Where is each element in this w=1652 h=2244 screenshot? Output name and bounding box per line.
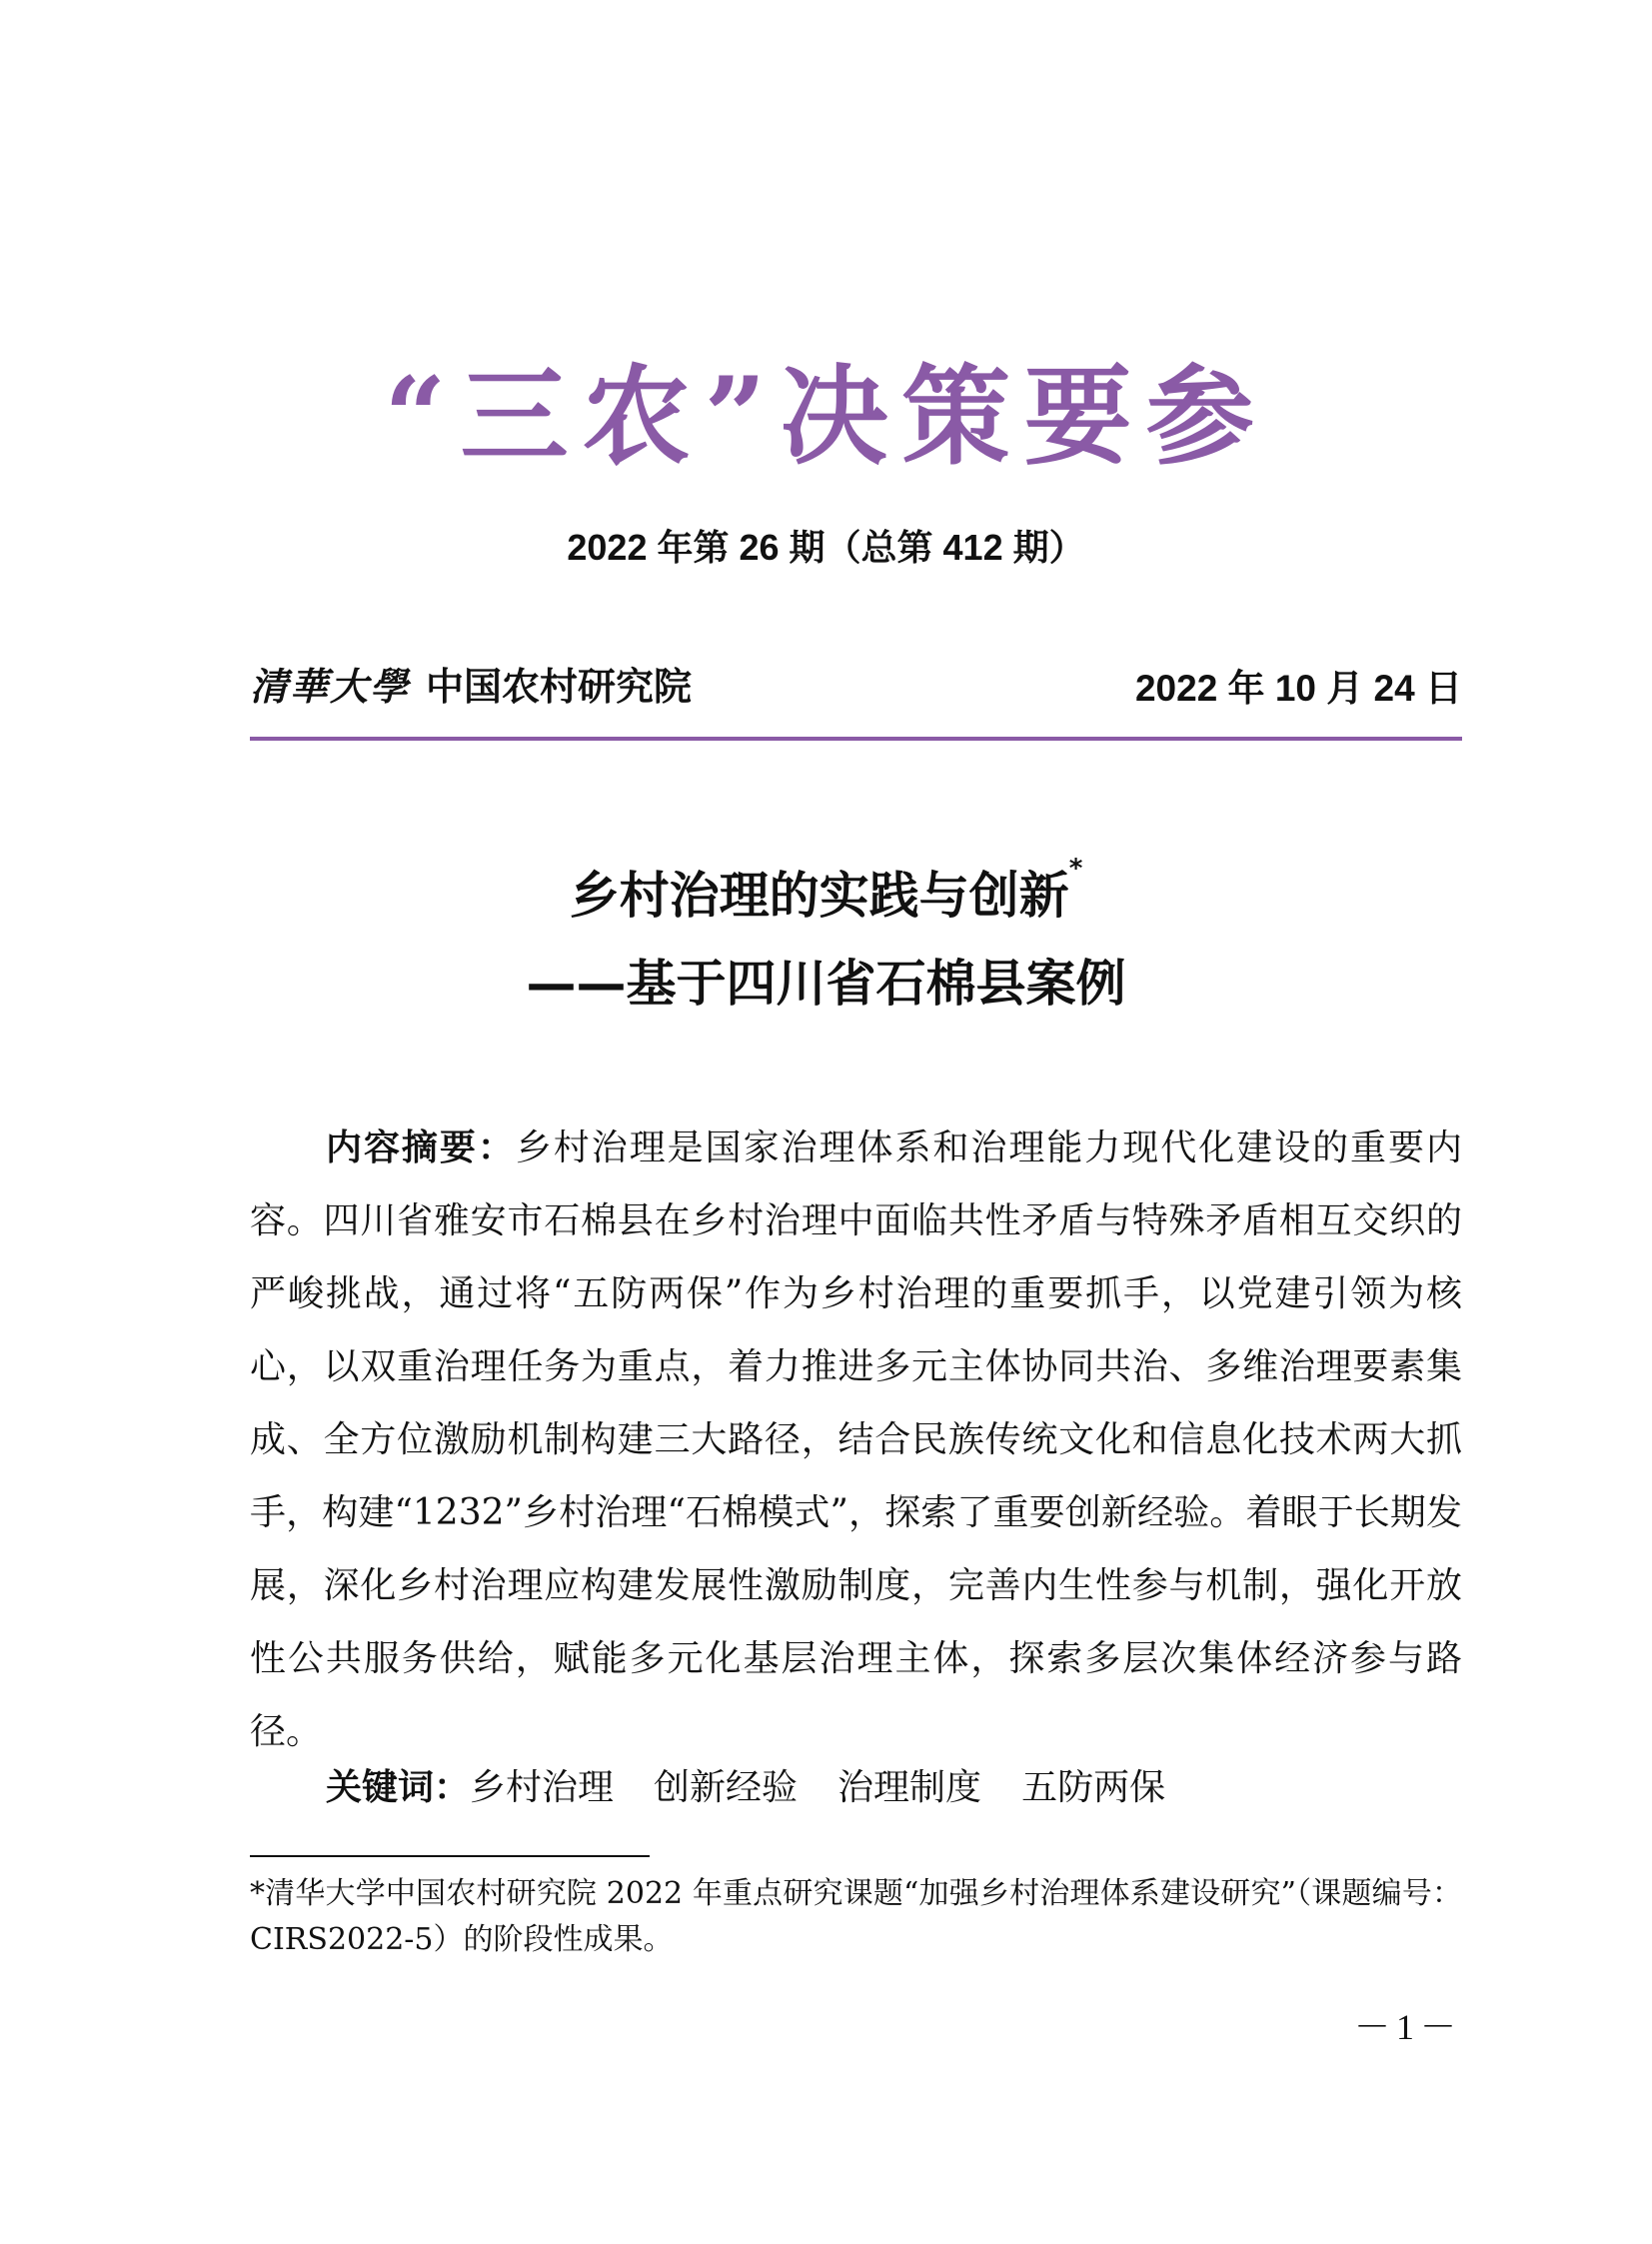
article-title-text: 乡村治理的实践与创新 bbox=[569, 867, 1069, 925]
keyword-item: 五防两保 bbox=[1021, 1767, 1166, 1808]
masthead-title: “三农”决策要参 bbox=[384, 354, 1268, 480]
issue-number: 2022 年第 26 期（总第 412 期） bbox=[567, 527, 1085, 568]
page-number: －1－ bbox=[1353, 2007, 1462, 2047]
institution-name: 中国农村研究院 bbox=[426, 665, 693, 709]
abstract-text: 乡村治理是国家治理体系和治理能力现代化建设的重要内容。四川省雅安市石棉县在乡村治理中面临共性矛盾与特殊矛盾相互交织的严峻挑战，通过将“五防两保”作为乡村治理的重要抓手，以党建引领为核心，以双重治理任务为重点，着力推进多元主体协同共治、多维治理要素集成、全方位激励机制构建三大路径，结合民族传统文化和信息化技术两大抓手，构建“1232”乡村治理“石棉模式”，探索了重要创新经验。着眼于长期发展，深化乡村治理应构建发展性激励制度，完善内生性参与机制，强化开放性公共服务供给，赋能多元化基层治理主体，探索多层次集体经济参与路径。 bbox=[250, 1127, 1462, 1752]
keywords-label: 关键词： bbox=[326, 1767, 471, 1808]
keyword-item: 乡村治理 bbox=[470, 1767, 615, 1808]
title-footnote-mark: * bbox=[1068, 854, 1083, 884]
article-subtitle: ——基于四川省石棉县案例 bbox=[526, 955, 1126, 1013]
keywords-line bbox=[326, 1759, 1205, 1810]
abstract-paragraph bbox=[250, 1112, 1462, 1768]
institution-line bbox=[250, 656, 692, 711]
publication-date: 2022 年 10 月 24 日 bbox=[1134, 668, 1462, 709]
university-logo-text: 清華大學 bbox=[250, 664, 411, 709]
article-title bbox=[0, 856, 1652, 928]
header-divider bbox=[250, 737, 1462, 741]
footnote: *清华大学中国农村研究院 2022 年重点研究课题“加强乡村治理体系建设研究”（课题编号：CIRS2022-5）的阶段性成果。 bbox=[250, 1876, 1462, 1957]
keyword-item: 治理制度 bbox=[837, 1767, 982, 1808]
abstract-label: 内容摘要： bbox=[326, 1127, 516, 1168]
footnote-divider bbox=[250, 1855, 650, 1857]
keyword-item: 创新经验 bbox=[654, 1767, 799, 1808]
